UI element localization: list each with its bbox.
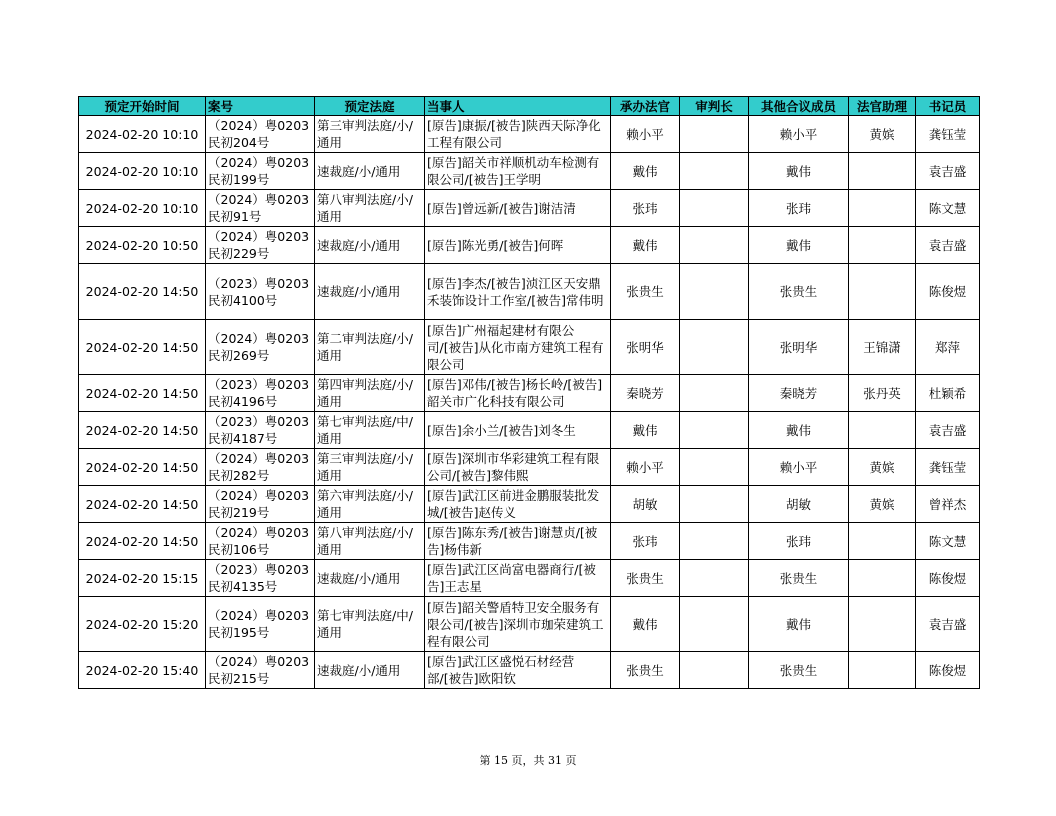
cell-parties: [原告]武江区尚富电器商行/[被告]王志星 <box>425 560 611 597</box>
cell-judge-assistant <box>849 227 916 264</box>
cell-panel-members: 戴伟 <box>749 597 849 652</box>
cell-chief-judge <box>680 190 749 227</box>
cell-courtroom: 速裁庭/小/通用 <box>315 652 425 689</box>
cell-judge-assistant <box>849 153 916 190</box>
cell-presiding-judge: 张玮 <box>611 523 680 560</box>
cell-scheduled-time: 2024-02-20 14:50 <box>79 486 206 523</box>
page-number-footer: 第 15 页，共 31 页 <box>479 754 577 767</box>
cell-panel-members: 戴伟 <box>749 153 849 190</box>
cell-parties: [原告]康振/[被告]陕西天际净化工程有限公司 <box>425 116 611 153</box>
cell-courtroom: 第三审判法庭/小/通用 <box>315 449 425 486</box>
cell-scheduled-time: 2024-02-20 14:50 <box>79 523 206 560</box>
cell-clerk: 龚钰莹 <box>916 449 980 486</box>
table-row <box>79 227 980 264</box>
cell-clerk: 郑萍 <box>916 320 980 375</box>
table-row <box>79 153 980 190</box>
cell-panel-members: 秦晓芳 <box>749 375 849 412</box>
cell-courtroom: 第七审判法庭/中/通用 <box>315 597 425 652</box>
header-judge-assistant: 法官助理 <box>849 97 916 116</box>
cell-clerk: 陈俊煜 <box>916 264 980 320</box>
cell-chief-judge <box>680 320 749 375</box>
cell-courtroom: 速裁庭/小/通用 <box>315 227 425 264</box>
cell-clerk: 袁吉盛 <box>916 597 980 652</box>
cell-scheduled-time: 2024-02-20 14:50 <box>79 264 206 320</box>
cell-case-number: （2023）粤0203民初4187号 <box>206 412 315 449</box>
cell-judge-assistant: 黄嫔 <box>849 486 916 523</box>
cell-scheduled-time: 2024-02-20 10:50 <box>79 227 206 264</box>
cell-case-number: （2023）粤0203民初4100号 <box>206 264 315 320</box>
cell-judge-assistant <box>849 264 916 320</box>
cell-clerk: 龚钰莹 <box>916 116 980 153</box>
cell-courtroom: 速裁庭/小/通用 <box>315 264 425 320</box>
cell-parties: [原告]李杰/[被告]浈江区天安鼎禾装饰设计工作室/[被告]常伟明 <box>425 264 611 320</box>
cell-panel-members: 戴伟 <box>749 227 849 264</box>
cell-case-number: （2023）粤0203民初4135号 <box>206 560 315 597</box>
cell-case-number: （2024）粤0203民初195号 <box>206 597 315 652</box>
cell-scheduled-time: 2024-02-20 15:20 <box>79 597 206 652</box>
cell-courtroom: 第三审判法庭/小/通用 <box>315 116 425 153</box>
cell-scheduled-time: 2024-02-20 10:10 <box>79 190 206 227</box>
cell-courtroom: 第四审判法庭/小/通用 <box>315 375 425 412</box>
table-row <box>79 597 980 652</box>
cell-chief-judge <box>680 153 749 190</box>
cell-presiding-judge: 戴伟 <box>611 597 680 652</box>
cell-presiding-judge: 戴伟 <box>611 412 680 449</box>
cell-judge-assistant <box>849 190 916 227</box>
cell-parties: [原告]邓伟/[被告]杨长岭/[被告]韶关市广化科技有限公司 <box>425 375 611 412</box>
cell-panel-members: 张贵生 <box>749 652 849 689</box>
cell-courtroom: 第六审判法庭/小/通用 <box>315 486 425 523</box>
cell-courtroom: 第二审判法庭/小/通用 <box>315 320 425 375</box>
cell-parties: [原告]陈光勇/[被告]何晖 <box>425 227 611 264</box>
cell-courtroom: 第八审判法庭/小/通用 <box>315 190 425 227</box>
cell-parties: [原告]武江区前进金鹏服装批发城/[被告]赵传义 <box>425 486 611 523</box>
cell-case-number: （2024）粤0203民初219号 <box>206 486 315 523</box>
cell-courtroom: 速裁庭/小/通用 <box>315 153 425 190</box>
header-clerk: 书记员 <box>916 97 980 116</box>
cell-scheduled-time: 2024-02-20 14:50 <box>79 375 206 412</box>
cell-presiding-judge: 张玮 <box>611 190 680 227</box>
table-row <box>79 375 980 412</box>
cell-parties: [原告]武江区盛悦石材经营部/[被告]欧阳钦 <box>425 652 611 689</box>
cell-scheduled-time: 2024-02-20 14:50 <box>79 449 206 486</box>
cell-scheduled-time: 2024-02-20 10:10 <box>79 116 206 153</box>
cell-presiding-judge: 戴伟 <box>611 227 680 264</box>
cell-panel-members: 赖小平 <box>749 449 849 486</box>
cell-presiding-judge: 张明华 <box>611 320 680 375</box>
cell-clerk: 曾祥杰 <box>916 486 980 523</box>
cell-panel-members: 张玮 <box>749 523 849 560</box>
cell-chief-judge <box>680 597 749 652</box>
cell-case-number: （2024）粤0203民初229号 <box>206 227 315 264</box>
cell-panel-members: 赖小平 <box>749 116 849 153</box>
cell-chief-judge <box>680 523 749 560</box>
header-case-number: 案号 <box>206 97 315 116</box>
cell-judge-assistant <box>849 560 916 597</box>
table-row <box>79 264 980 320</box>
cell-case-number: （2023）粤0203民初4196号 <box>206 375 315 412</box>
cell-clerk: 袁吉盛 <box>916 153 980 190</box>
cell-judge-assistant <box>849 523 916 560</box>
cell-parties: [原告]韶关市祥顺机动车检测有限公司/[被告]王学明 <box>425 153 611 190</box>
table-row <box>79 412 980 449</box>
cell-panel-members: 张明华 <box>749 320 849 375</box>
cell-clerk: 袁吉盛 <box>916 227 980 264</box>
cell-judge-assistant: 王锦潇 <box>849 320 916 375</box>
cell-chief-judge <box>680 375 749 412</box>
cell-clerk: 袁吉盛 <box>916 412 980 449</box>
cell-chief-judge <box>680 486 749 523</box>
cell-judge-assistant: 黄嫔 <box>849 116 916 153</box>
cell-judge-assistant <box>849 652 916 689</box>
cell-panel-members: 戴伟 <box>749 412 849 449</box>
table-row <box>79 449 980 486</box>
cell-chief-judge <box>680 264 749 320</box>
cell-scheduled-time: 2024-02-20 10:10 <box>79 153 206 190</box>
cell-judge-assistant <box>849 412 916 449</box>
cell-courtroom: 速裁庭/小/通用 <box>315 560 425 597</box>
cell-courtroom: 第七审判法庭/中/通用 <box>315 412 425 449</box>
cell-clerk: 陈俊煜 <box>916 652 980 689</box>
cell-case-number: （2024）粤0203民初106号 <box>206 523 315 560</box>
cell-judge-assistant: 张丹英 <box>849 375 916 412</box>
cell-parties: [原告]曾远新/[被告]谢洁清 <box>425 190 611 227</box>
cell-chief-judge <box>680 560 749 597</box>
cell-case-number: （2024）粤0203民初91号 <box>206 190 315 227</box>
cell-scheduled-time: 2024-02-20 14:50 <box>79 320 206 375</box>
cell-presiding-judge: 张贵生 <box>611 264 680 320</box>
hearing-schedule-table <box>78 96 980 689</box>
cell-presiding-judge: 戴伟 <box>611 153 680 190</box>
table-row <box>79 523 980 560</box>
cell-chief-judge <box>680 412 749 449</box>
cell-scheduled-time: 2024-02-20 14:50 <box>79 412 206 449</box>
cell-scheduled-time: 2024-02-20 15:40 <box>79 652 206 689</box>
cell-parties: [原告]广州福起建材有限公司/[被告]从化市南方建筑工程有限公司 <box>425 320 611 375</box>
cell-presiding-judge: 赖小平 <box>611 449 680 486</box>
header-presiding-judge: 承办法官 <box>611 97 680 116</box>
table-header-row <box>79 97 980 116</box>
header-chief-judge: 审判长 <box>680 97 749 116</box>
cell-panel-members: 张贵生 <box>749 560 849 597</box>
header-courtroom: 预定法庭 <box>315 97 425 116</box>
cell-case-number: （2024）粤0203民初215号 <box>206 652 315 689</box>
header-parties: 当事人 <box>425 97 611 116</box>
header-scheduled-time: 预定开始时间 <box>79 97 206 116</box>
table-row <box>79 116 980 153</box>
cell-case-number: （2024）粤0203民初199号 <box>206 153 315 190</box>
cell-panel-members: 胡敏 <box>749 486 849 523</box>
cell-clerk: 陈文慧 <box>916 190 980 227</box>
cell-parties: [原告]余小兰/[被告]刘冬生 <box>425 412 611 449</box>
cell-panel-members: 张贵生 <box>749 264 849 320</box>
cell-chief-judge <box>680 652 749 689</box>
cell-parties: [原告]陈东秀/[被告]谢慧贞/[被告]杨伟新 <box>425 523 611 560</box>
cell-case-number: （2024）粤0203民初282号 <box>206 449 315 486</box>
cell-panel-members: 张玮 <box>749 190 849 227</box>
table-row <box>79 190 980 227</box>
header-panel-members: 其他合议成员 <box>749 97 849 116</box>
cell-clerk: 陈俊煜 <box>916 560 980 597</box>
cell-case-number: （2024）粤0203民初204号 <box>206 116 315 153</box>
cell-presiding-judge: 张贵生 <box>611 652 680 689</box>
cell-chief-judge <box>680 227 749 264</box>
cell-clerk: 杜颖希 <box>916 375 980 412</box>
cell-chief-judge <box>680 116 749 153</box>
cell-scheduled-time: 2024-02-20 15:15 <box>79 560 206 597</box>
cell-parties: [原告]韶关警盾特卫安全服务有限公司/[被告]深圳市珈荣建筑工程有限公司 <box>425 597 611 652</box>
cell-case-number: （2024）粤0203民初269号 <box>206 320 315 375</box>
cell-clerk: 陈文慧 <box>916 523 980 560</box>
table-row <box>79 486 980 523</box>
cell-presiding-judge: 赖小平 <box>611 116 680 153</box>
cell-judge-assistant: 黄嫔 <box>849 449 916 486</box>
cell-presiding-judge: 张贵生 <box>611 560 680 597</box>
cell-presiding-judge: 秦晓芳 <box>611 375 680 412</box>
table-row <box>79 320 980 375</box>
table-row <box>79 560 980 597</box>
cell-presiding-judge: 胡敏 <box>611 486 680 523</box>
cell-parties: [原告]深圳市华彩建筑工程有限公司/[被告]黎伟熙 <box>425 449 611 486</box>
cell-courtroom: 第八审判法庭/小/通用 <box>315 523 425 560</box>
cell-chief-judge <box>680 449 749 486</box>
table-row <box>79 652 980 689</box>
cell-judge-assistant <box>849 597 916 652</box>
